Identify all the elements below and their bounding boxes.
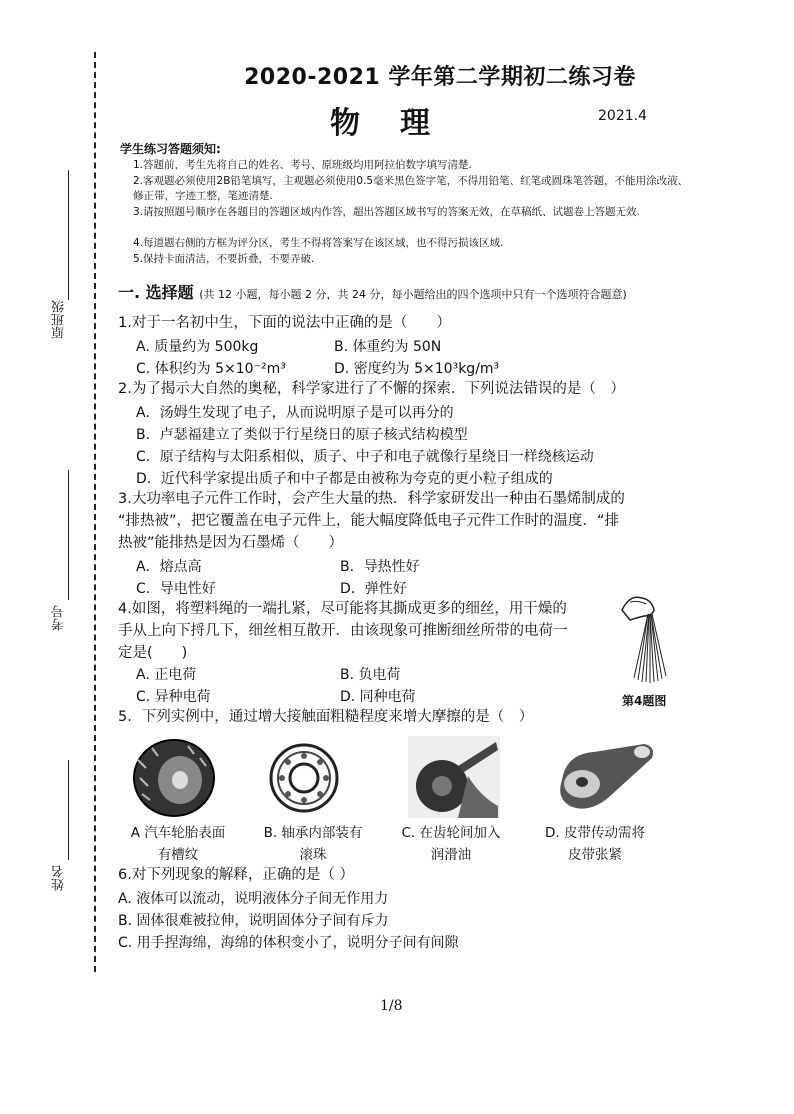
section-heading bbox=[118, 280, 627, 303]
note-item: 1.答题前，考生先将自己的姓名、考号、原班级均用阿拉伯数字填写清楚. bbox=[133, 159, 472, 171]
subject-title: 物理 bbox=[330, 106, 470, 141]
q2-option-b: B．卢瑟福建立了类似于行星绕日的原子核式结构模型 bbox=[136, 427, 468, 443]
belt-drive-image bbox=[548, 736, 660, 816]
q4-figure-caption: 第4题图 bbox=[622, 694, 667, 708]
q4-option-a: A. 正电荷 bbox=[136, 667, 197, 683]
exam-date: 2021.4 bbox=[598, 108, 647, 124]
q5-option-d-line2: 皮带张紧 bbox=[568, 847, 622, 863]
q3-option-a: A．熔点高 bbox=[136, 559, 202, 575]
note-item: 2.客观题必须使用2B铅笔填写，主观题必须使用0.5毫米黑色签字笔，不得用铅笔、红笔或圆珠笔答题，不能用涂改液、修正带，字迹工整，笔迹清楚. bbox=[133, 175, 689, 202]
id-write-line bbox=[68, 470, 69, 600]
q5-option-c-line1: C. 在齿轮间加入 bbox=[401, 825, 501, 841]
q2-stem: 2.为了揭示大自然的奥秘，科学家进行了不懈的探索．下列说法错误的是（ ） bbox=[118, 381, 625, 397]
q5-option-c-line2: 润滑油 bbox=[430, 847, 472, 863]
note-item: 3.请按照题号顺序在各题目的答题区域内作答，超出答题区域书写的答案无效，在草稿纸、试题卷上答题无效. bbox=[133, 206, 640, 218]
q3-option-b: B．导热性好 bbox=[340, 559, 420, 575]
page-number: 1/8 bbox=[380, 998, 403, 1014]
q4-option-c: C. 异种电荷 bbox=[136, 689, 211, 705]
q3-option-d: D．弹性好 bbox=[340, 581, 407, 597]
q5-option-a-line1: A 汽车轮胎表面 bbox=[130, 825, 226, 841]
q1-option-c: C. 体积约为 5×10⁻²m³ bbox=[136, 361, 286, 377]
q1-option-a: A. 质量约为 500kg bbox=[136, 339, 259, 355]
section-title: 一. 选择题 bbox=[118, 283, 194, 302]
name-label: 姓名 bbox=[52, 865, 67, 891]
q5-option-b-line2: 滚珠 bbox=[299, 847, 327, 863]
binding-dashed-line bbox=[94, 52, 96, 972]
q5-option-a-line2: 有槽纹 bbox=[157, 847, 199, 863]
note-item: 4.每道题右侧的方框为评分区，考生不得将答案写在该区域，也不得污损该区域. bbox=[133, 237, 504, 249]
q5-option-a bbox=[118, 822, 238, 866]
tire-image bbox=[128, 738, 220, 818]
q6-option-a: A. 液体可以流动，说明液体分子间无作用力 bbox=[118, 891, 389, 907]
q4-hand-strands-figure bbox=[612, 590, 682, 690]
q4-option-b: B. 负电荷 bbox=[340, 667, 401, 683]
q4-line3: 定是( ) bbox=[118, 645, 188, 661]
q6-option-b: B. 固体很难被拉伸，说明固体分子间有斥力 bbox=[118, 913, 389, 929]
page-title: 2020-2021 学年第二学期初二练习卷 bbox=[244, 65, 636, 90]
q1-stem: 1.对于一名初中生，下面的说法中正确的是（ ） bbox=[118, 315, 451, 331]
q3-line1: 3.大功率电子元件工作时，会产生大量的热．科学家研发出一种由石墨烯制成的 bbox=[118, 491, 625, 507]
q2-option-d: D．近代科学家提出质子和中子都是由被称为夸克的更小粒子组成的 bbox=[136, 471, 553, 487]
q5-stem: 5．下列实例中，通过增大接触面粗糙程度来增大摩擦的是（ ） bbox=[118, 709, 534, 725]
q1-option-b: B. 体重约为 50N bbox=[334, 339, 442, 355]
q4-line2: 手从上向下捋几下，细丝相互散开．由该现象可推断细丝所带的电荷一 bbox=[118, 623, 568, 639]
class-write-line bbox=[68, 170, 69, 300]
q5-option-b-line1: B. 轴承内部装有 bbox=[263, 825, 363, 841]
q5-option-d bbox=[530, 822, 660, 866]
q4-line1: 4.如图，将塑料绳的一端扎紧，尽可能将其撕成更多的细丝，用干燥的 bbox=[118, 601, 567, 617]
q2-option-a: A．汤姆生发现了电子，从而说明原子是可以再分的 bbox=[136, 405, 454, 421]
q4-option-d: D. 同种电荷 bbox=[340, 689, 416, 705]
q3-line2: “排热被”，把它覆盖在电子元件上，能大幅度降低电子元件工作时的温度．“排 bbox=[118, 513, 620, 529]
q5-option-b bbox=[248, 822, 378, 866]
q3-option-c: C．导电性好 bbox=[136, 581, 216, 597]
gear-oiling-image bbox=[408, 736, 500, 818]
q3-line3: 热被”能排热是因为石墨烯（ ） bbox=[118, 535, 344, 551]
id-label: 考号 bbox=[52, 605, 67, 631]
q6-stem: 6.对下列现象的解释，正确的是（ ） bbox=[118, 867, 354, 883]
name-write-line bbox=[68, 760, 69, 860]
note-item: 5.保持卡面清洁，不要折叠，不要弄破. bbox=[133, 253, 315, 265]
q5-option-c bbox=[386, 822, 516, 866]
notes-heading: 学生练习答题须知: bbox=[120, 142, 221, 156]
q5-option-d-line1: D. 皮带传动需将 bbox=[545, 825, 645, 841]
section-note: (共 12 小题，每小题 2 分，共 24 分，每小题给出的四个选项中只有一个选项符合题意) bbox=[199, 288, 627, 301]
q1-option-d: D. 密度约为 5×10³kg/m³ bbox=[334, 361, 500, 377]
bearing-image bbox=[268, 740, 340, 816]
q6-option-c: C. 用手捏海绵，海绵的体积变小了，说明分子间有间隙 bbox=[118, 935, 459, 951]
class-label: 原班级 bbox=[52, 300, 67, 339]
q2-option-c: C．原子结构与太阳系相似，质子、中子和电子就像行星绕日一样绕核运动 bbox=[136, 449, 594, 465]
